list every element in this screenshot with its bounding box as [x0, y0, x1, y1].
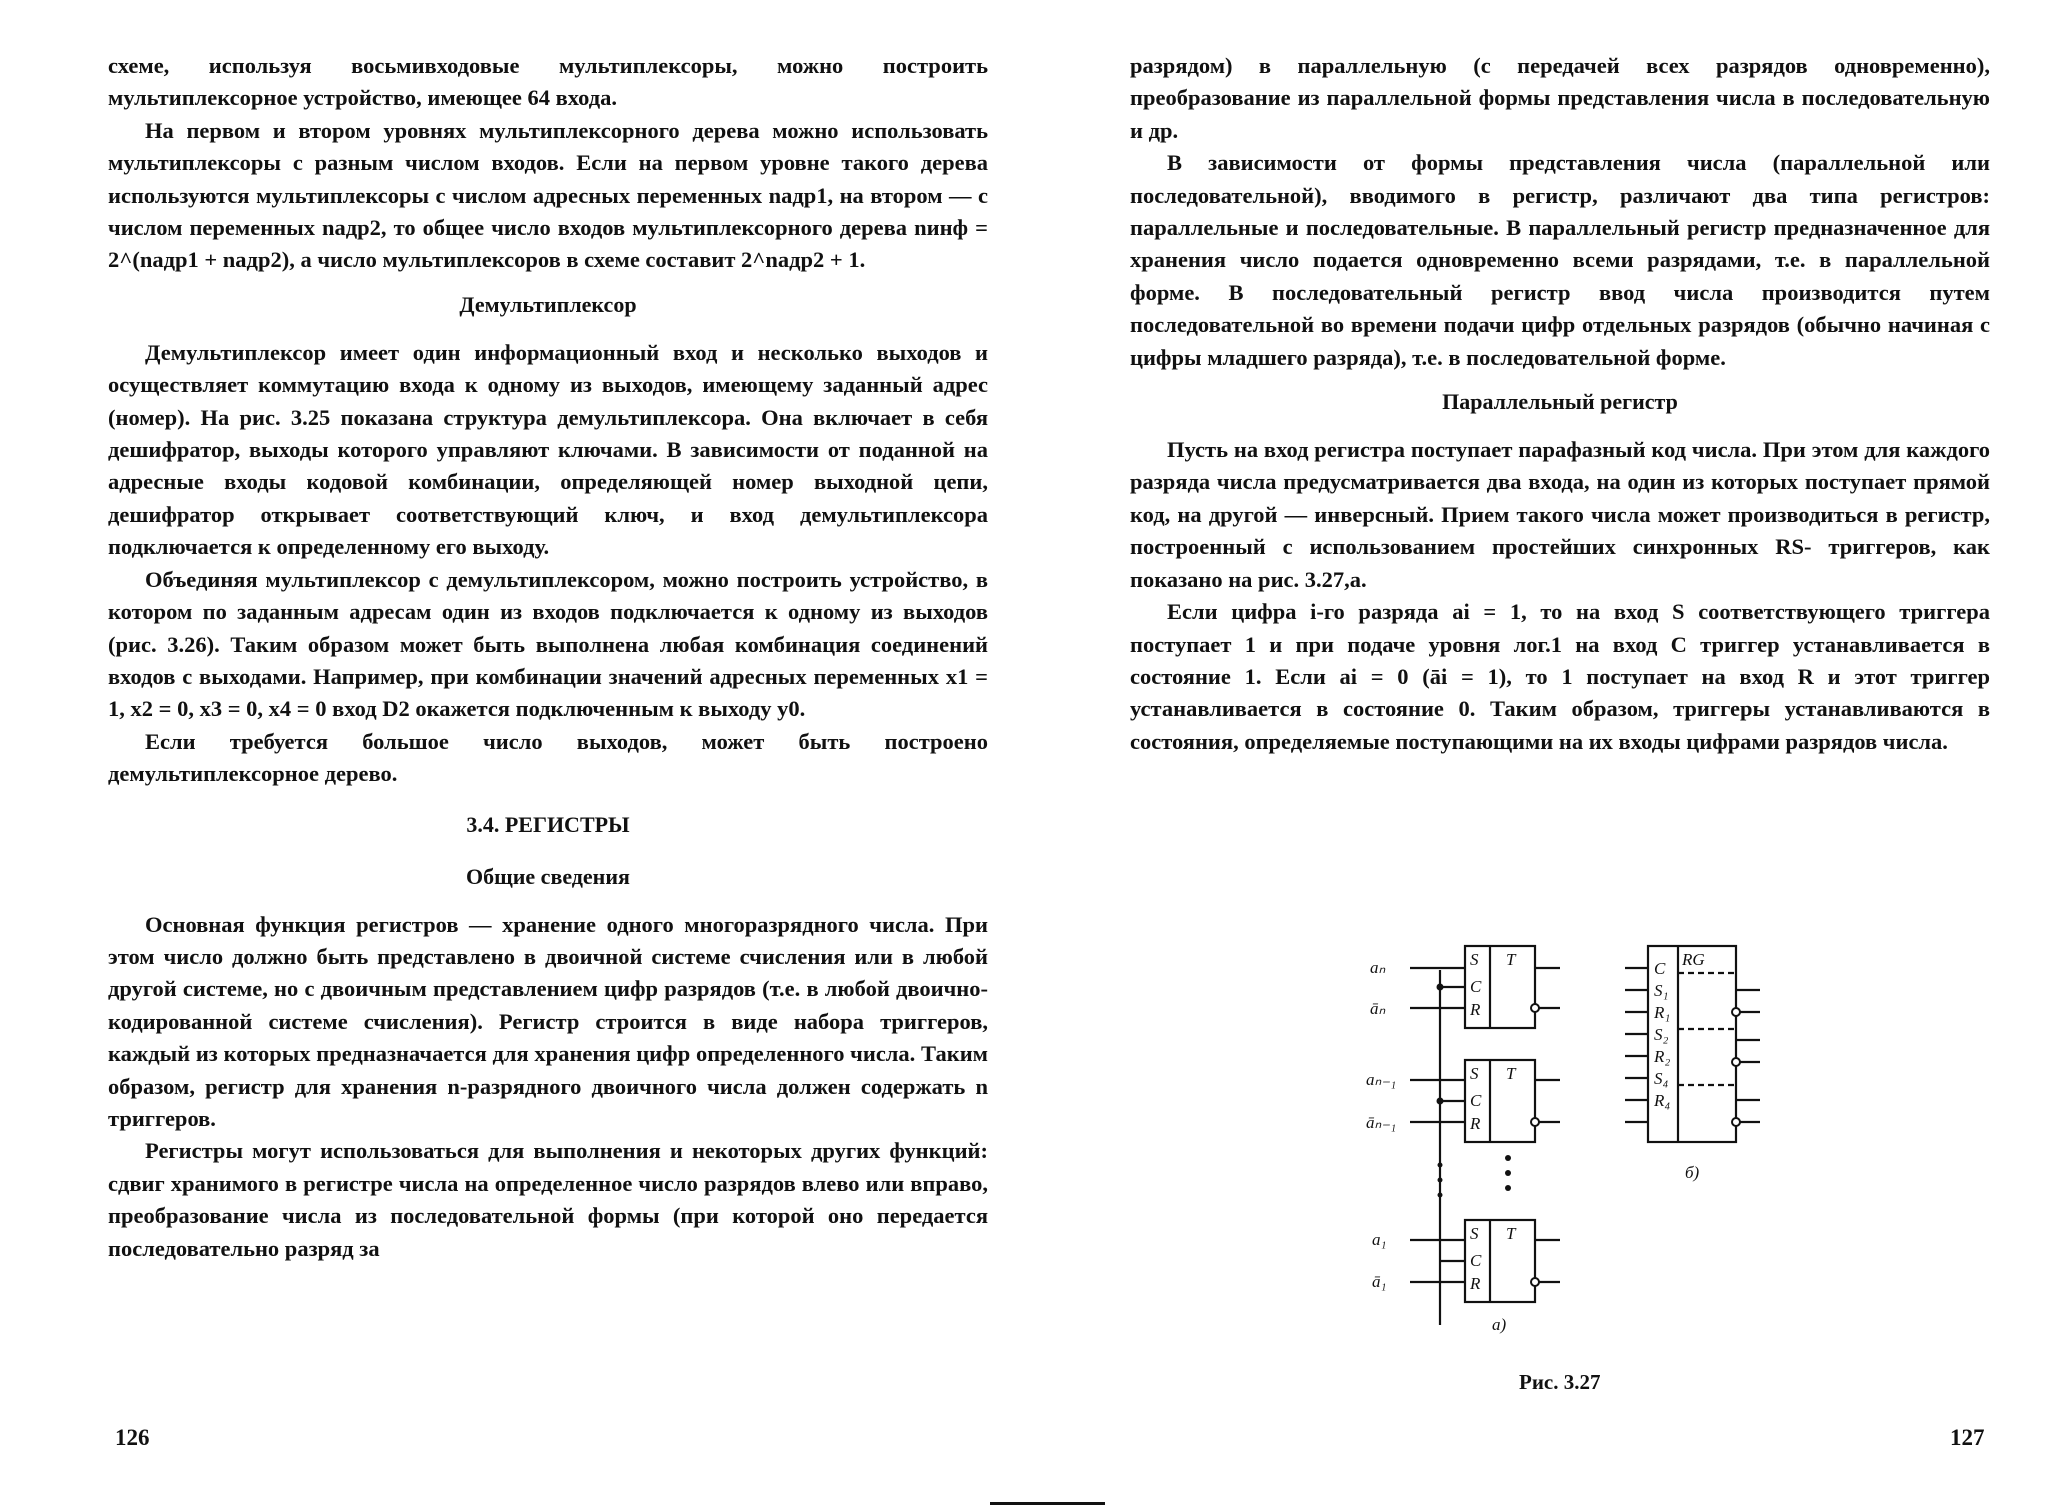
heading-general-info: Общие сведения	[466, 863, 630, 889]
left-paragraph-3: Демультиплексор имеет один информационный вход и несколько выходов и осуществляет коммутацию входа к одному из выходов, имеющему заданный адрес (номер). На рис. 3.25 показана структура демультиплексора. Она включает в себя дешифратор, выходы которого управляют ключами. В зависимости от поданной на адресные входы кодовой комбинации, определяющей номер выходной цепи, дешифратор открывает соответствующий ключ, и вход демультиплексора подключается к определенному его выходу.	[108, 339, 988, 560]
left-paragraph-2: На первом и втором уровнях мультиплексорного дерева можно использовать мультиплексоры с разным числом входов. Если на первом уровне такого дерева используются мультиплексоры с числом адресных переменных nадр1, на втором — с числом переменных nадр2, то общее число входов мультиплексорного дерева nинф = 2^(nадр1 + nадр2), а число мультиплексоров в схеме составит 2^nадр2 + 1.	[108, 117, 988, 273]
pin-r-n-1: R	[1470, 1114, 1481, 1133]
right-paragraph-1: разрядом) в параллельную (с передачей всех разрядов одновременно), преобразование из параллельной формы представления числа в последовательную и др.	[1130, 53, 1990, 143]
left-page	[108, 50, 988, 1265]
pin-c-n-1: C	[1470, 1091, 1482, 1110]
page-number-right: 127	[1950, 1425, 1985, 1450]
figure-caption: Рис. 3.27	[1519, 1370, 1601, 1394]
label-a1: a₁	[1372, 1230, 1387, 1249]
figure-part-a-label: а)	[1492, 1315, 1507, 1334]
page-number-left: 126	[115, 1425, 150, 1450]
label-an: aₙ	[1370, 958, 1386, 977]
left-paragraph-1: схеме, используя восьмивходовые мультиплексоры, можно построить мультиплексорное устройство, имеющее 64 входа.	[108, 53, 988, 111]
figure-part-b-label: б)	[1685, 1163, 1700, 1182]
trigger-n-label: T	[1506, 950, 1516, 969]
heading-parallel-register: Параллельный регистр	[1442, 389, 1678, 415]
rg-pin-s1: S₁	[1654, 981, 1669, 1000]
trigger-n-1-label: T	[1506, 1064, 1516, 1083]
pin-c-1: C	[1470, 1251, 1482, 1270]
rg-pin-r2: R₂	[1654, 1047, 1671, 1066]
pin-r-1: R	[1470, 1274, 1481, 1293]
rg-pin-r4: R₄	[1654, 1091, 1671, 1110]
left-paragraph-4: Объединяя мультиплексор с демультиплексором, можно построить устройство, в котором по заданным адресам один из входов подключается к одному из выходов (рис. 3.26). Таким образом может быть выполнена любая комбинация соединений входов с выходами. Например, при комбинации значений адресных переменных x1 = 1, x2 = 0, x3 = 0, x4 = 0 вход D2 окажется подключенным к выходу y0.	[108, 566, 988, 722]
left-paragraph-5: Если требуется большое число выходов, может быть построено демультиплексорное дерево.	[108, 728, 988, 787]
label-a1-bar: ā₁	[1372, 1272, 1387, 1291]
pin-c-n: C	[1470, 977, 1482, 996]
rg-pin-c: C	[1654, 959, 1666, 978]
pin-r-n: R	[1470, 1000, 1481, 1019]
heading-section-registers: 3.4. РЕГИСТРЫ	[466, 811, 630, 837]
heading-demultiplexer: Демультиплексор	[459, 291, 637, 317]
label-an-bar: āₙ	[1370, 999, 1386, 1018]
right-paragraph-3: Пусть на вход регистра поступает парафазный код числа. При этом для каждого разряда числа предусматривается два входа, на один из которых поступает прямой код, на другой — инверсный. Прием такого числа может производиться в регистр, построенный с использованием простейших синхронных RS- триггеров, как показано на рис. 3.27,а.	[1130, 437, 1990, 592]
pin-s-n: S	[1470, 950, 1479, 969]
trigger-1-label: T	[1506, 1224, 1516, 1243]
pin-s-n-1: S	[1470, 1064, 1479, 1083]
right-page	[1130, 50, 1990, 758]
label-an-1-bar: āₙ₋₁	[1366, 1113, 1397, 1132]
pin-s-1: S	[1470, 1224, 1479, 1243]
label-an-1: aₙ₋₁	[1366, 1070, 1397, 1089]
left-paragraph-7: Регистры могут использоваться для выполнения и некоторых других функций: сдвиг хранимого в регистре числа на определенное число разрядов влево или вправо, преобразование числа из последовательной формы (при которой оно передается последовательно разряд за	[108, 1138, 988, 1261]
right-paragraph-2: В зависимости от формы представления числа (параллельной или последовательной), вводимого в регистр, различают два типа регистров: параллельные и последовательные. В параллельный регистр предназначенное для хранения число подается одновременно всеми разрядами, т.е. в параллельной форме. В последовательный регистр ввод числа производится путем последовательной во времени подачи цифр отдельных разрядов (обычно начиная с цифры младшего разряда), т.е. в последовательной форме.	[1130, 150, 1990, 370]
rg-pin-s2: S₂	[1654, 1025, 1669, 1044]
bottom-divider	[990, 1502, 1105, 1505]
right-paragraph-4: Если цифра i-го разряда ai = 1, то на вход S соответствующего триггера поступает 1 и при подаче уровня лог.1 на вход C триггер устанавливается в состояние 1. Если ai = 0 (āi = 1), то 1 поступает на вход R и этот триггер устанавливается в состояние 0. Таким образом, триггеры устанавливаются в состояния, определяемые поступающими на их входы цифрами разрядов числа.	[1130, 599, 1990, 754]
left-paragraph-6: Основная функция регистров — хранение одного многоразрядного числа. При этом число должно быть представлено в двоичной системе счисления или в любой другой системе, но с двоичным представлением цифр разрядов (т.е. в любой двоично-кодированной системе счисления). Регистр строится в виде набора триггеров, каждый из которых предназначается для хранения цифр определенного числа. Таким образом, регистр для хранения n-разрядного двоичного числа должен содержать n триггеров.	[108, 911, 988, 1131]
register-rg-label: RG	[1682, 950, 1705, 969]
rg-pin-r1: R₁	[1654, 1003, 1671, 1022]
rg-pin-s4: S₄	[1654, 1069, 1669, 1088]
figure-3-27	[1360, 930, 1780, 1360]
